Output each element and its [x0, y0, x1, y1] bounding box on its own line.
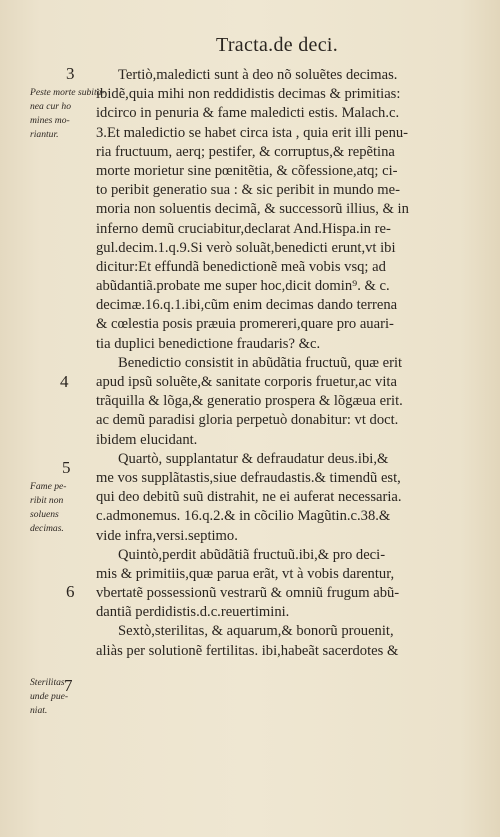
- marginal-note-line: ribit non: [30, 495, 64, 506]
- paragraph-tertio: [96, 66, 474, 354]
- marginal-note-line: riantur.: [30, 129, 59, 140]
- section-number-6: 6: [66, 582, 75, 601]
- text-line: gul.decim.1.q.9.Si verò soluãt,benedicti erunt,vt ibi: [96, 239, 396, 256]
- marginal-note-line: decimas.: [30, 523, 64, 534]
- text-line: vbertatẽ possessionũ vestrarũ & omniũ frugum abũ-: [96, 585, 400, 602]
- text-line: & cœlestia posis præuia promereri,quare pro auari-: [96, 316, 394, 333]
- paragraph-quinto: [96, 546, 474, 623]
- text-line: ibidẽ,quia mihi non reddidistis decimas & primitias:: [96, 86, 401, 103]
- text-line: to peribit generatio sua : & sic peribit in mundo me-: [96, 182, 400, 199]
- text-line: mis & primitiis,quæ parua erãt, vt à vobis darentur,: [96, 565, 395, 582]
- text-line: abũdantiã.probate me super hoc,dicit domin⁹. & c.: [96, 278, 390, 295]
- marginal-note-line: mines mo-: [30, 115, 70, 126]
- text-line: aliàs per solutionẽ fertilitas. ibi,habeãt sacerdotes &: [96, 642, 399, 659]
- text-line: inferno demũ cruciabitur,declarat And.Hispa.in re-: [96, 220, 391, 237]
- section-number-5: 5: [62, 458, 71, 477]
- marginal-note-line: Peste morte subita-: [30, 87, 105, 98]
- marginal-note-sterility: [30, 676, 96, 718]
- text-line: ibidem elucidant.: [96, 431, 198, 448]
- text-line: Sextò,sterilitas, & aquarum,& bonorũ prouenit,: [118, 623, 394, 640]
- paragraph-benedictio: [96, 354, 474, 450]
- text-line: ria fructuum, aerq; pestifer, & corruptus,& repẽtina: [96, 143, 395, 160]
- text-line: moria non soluentis decimã, & successorũ illius, & in: [96, 201, 409, 218]
- marginal-note-famine: [30, 480, 96, 536]
- section-number-7: 7: [64, 676, 73, 695]
- text-line: qui deo debitũ suũ distrahit, ne ei auferat necessaria.: [96, 489, 402, 506]
- text-line: c.admonemus. 16.q.2.& in cõcilio Magũtin.c.38.&: [96, 508, 391, 525]
- text-line: dantiã perdidistis.d.c.reuertimini.: [96, 604, 290, 621]
- section-number-3: 3: [66, 64, 75, 83]
- marginal-note-line: Fame pe-: [30, 481, 67, 492]
- marginal-note-line: unde pue-: [30, 691, 69, 702]
- text-line: Quartò, supplantatur & defraudatur deus.ibi,&: [118, 450, 389, 467]
- text-line: Benedictio consistit in abũdãtia fructuũ, quæ erit: [118, 354, 403, 371]
- body-text: [96, 66, 474, 661]
- text-line: tia duplici benedictione fraudaris? &c.: [96, 335, 321, 352]
- paragraph-sexto: [96, 622, 474, 660]
- text-line: idcirco in penuria & fame maledicti estis. Malach.c.: [96, 105, 400, 122]
- text-line: me vos supplãtastis,siue defraudastis.& timendũ est,: [96, 469, 401, 486]
- marginal-note-pestilence: [30, 86, 105, 142]
- text-line: vide infra,versi.septimo.: [96, 527, 238, 544]
- running-head: Tracta.de deci.: [216, 34, 339, 56]
- text-line: Quintò,perdit abũdãtiã fructuũ.ibi,& pro deci-: [118, 546, 386, 563]
- text-line: decimæ.16.q.1.ibi,cũm enim decimas dando terrena: [96, 297, 398, 314]
- text-line: apud ipsũ soluẽte,& sanitate corporis fruetur,ac vita: [96, 374, 397, 390]
- marginal-note-line: nea cur ho: [30, 101, 72, 112]
- paragraph-quarto: [96, 450, 474, 546]
- text-line: trãquilla & lõga,& generatio prospera & lõgæua erit.: [96, 393, 403, 410]
- text-line: Tertiò,maledicti sunt à deo nõ soluẽtes decimas.: [118, 67, 398, 83]
- marginal-note-line: niat.: [30, 705, 48, 716]
- text-line: morte morietur sine pœnitẽtia, & cõfessione,atq; ci-: [96, 162, 398, 179]
- text-line: dicitur:Et effundã benedictionẽ meã vobis vsq; ad: [96, 258, 386, 275]
- text-line: ac demũ paradisi gloria perpetuò donabitur: vt doct.: [96, 412, 399, 429]
- text-line: 3.Et maledictio se habet circa ista , quia erit illi penu-: [96, 124, 409, 141]
- marginal-note-line: soluens: [30, 509, 59, 520]
- marginal-note-line: Sterilitas: [30, 677, 65, 688]
- section-number-4: 4: [60, 372, 69, 391]
